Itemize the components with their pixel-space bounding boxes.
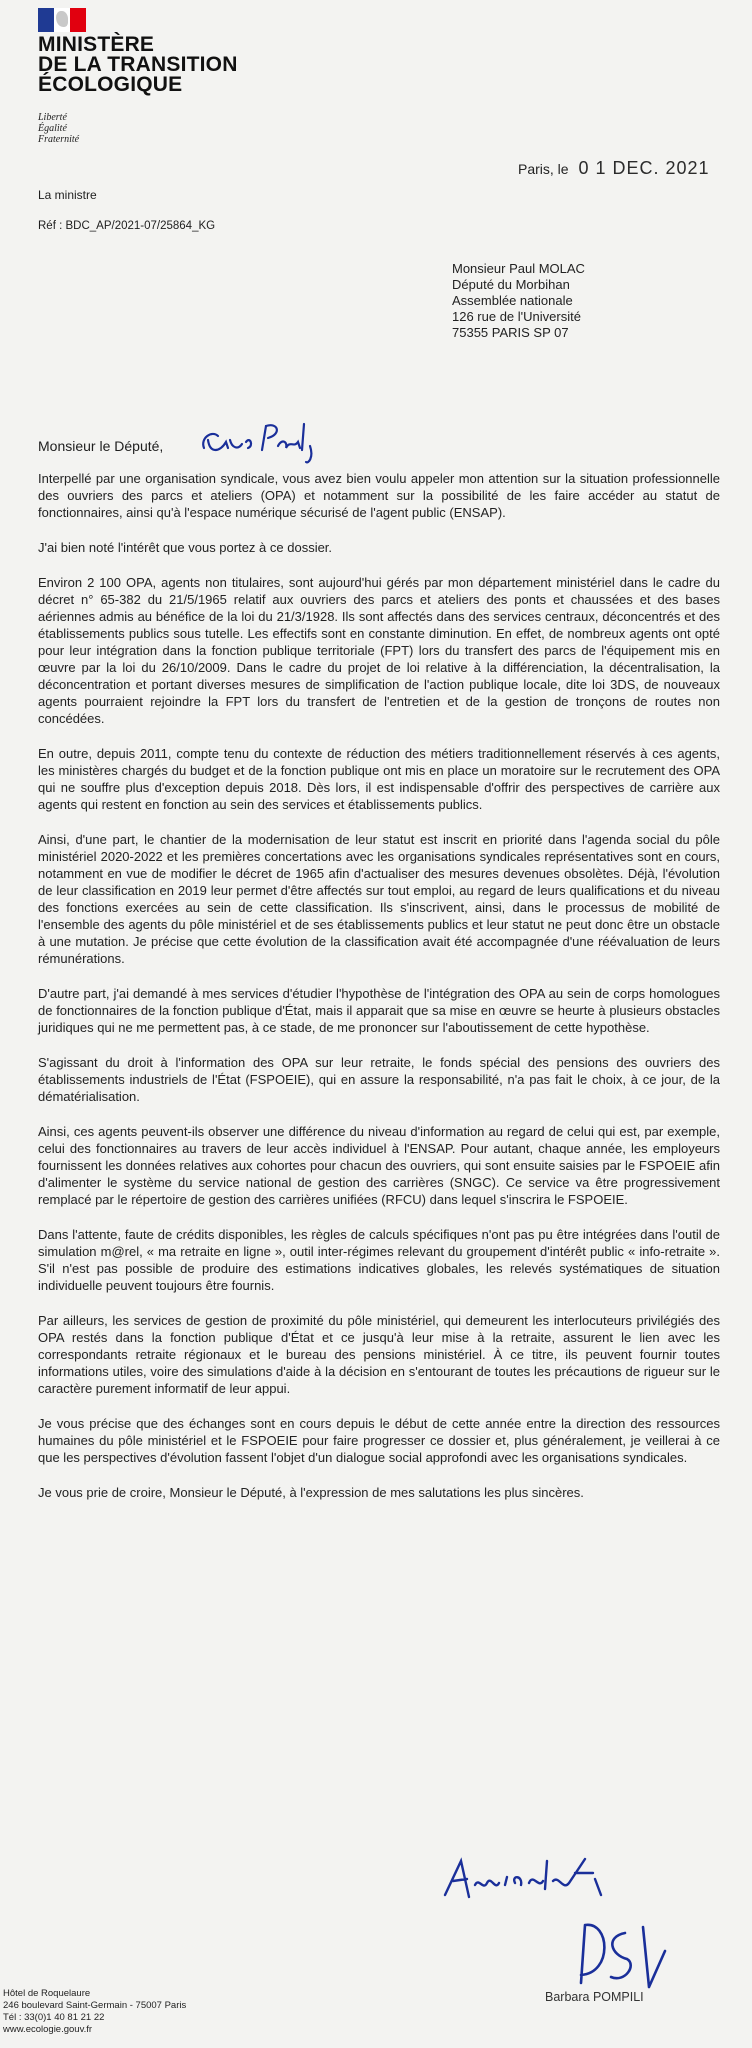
body-paragraph: Interpellé par une organisation syndicale, vous avez bien voulu appeler mon attention sur la situation professionnelle des ouvriers des parcs et ateliers (OPA) et notamment sur la possibilité de les faire accéder au statut de fonctionnaires, ainsi qu'à l'espace numérique sécurisé de l'agent public (ENSAP). [38, 471, 720, 520]
place-and-date [518, 158, 710, 179]
republic-motto [38, 112, 79, 145]
place-label: Paris, le [518, 161, 569, 177]
handwritten-greeting [198, 418, 338, 466]
ministry-name [38, 35, 238, 95]
handwritten-signature [435, 1855, 700, 2005]
body-paragraph: Ainsi, ces agents peuvent-ils observer une différence du niveau d'information au regard de celui qui est, par exemple, celui des fonctionnaires au travers de leur accès individuel à l'ENSAP. Pour autant, chaque année, les employeurs fournissent les données relatives aux cohortes pour chacun des ouvriers, qui sont ensuite saisies par le FSPOEIE afin d'alimenter le système du service national de gestion des carrières (SNGC). Ce service va être progressivement remplacé par le répertoire de gestion des carrières unifiées (RFCU) dans lequel s'inscrira le FSPOEIE. [38, 1124, 720, 1207]
date-stamp: 0 1 DEC. 2021 [578, 158, 710, 178]
body-paragraph: D'autre part, j'ai demandé à mes services d'étudier l'hypothèse de l'intégration des OPA au sein de corps homologues de fonctionnaires de la fonction publique d'État, mais il apparait que sa mise en œuvre se heurte à plusieurs obstacles juridiques qui ne me permettent pas, à ce stade, de me prononcer sur l'aboutissement de cette hypothèse. [38, 986, 720, 1035]
footer-line: 246 boulevard Saint-Germain - 75007 Paris [3, 2000, 187, 2011]
recipient-institution: Assemblée nationale [452, 293, 573, 308]
reference-number: Réf : BDC_AP/2021-07/25864_KG [38, 220, 216, 232]
signer-name: Barbara POMPILI [545, 1990, 644, 2004]
footer-website-link[interactable]: www.ecologie.gouv.fr [3, 2024, 93, 2035]
footer-address [3, 1988, 186, 2036]
body-paragraph: J'ai bien noté l'intérêt que vous portez à ce dossier. [38, 540, 333, 555]
marianne-flag-logo [38, 8, 86, 32]
letter-body [38, 470, 720, 1519]
recipient-city: 75355 PARIS SP 07 [452, 325, 569, 340]
ministry-line: DE LA TRANSITION [38, 53, 238, 76]
motto-line: Liberté [38, 112, 67, 123]
motto-line: Fraternité [38, 134, 80, 145]
footer-line: Hôtel de Roquelaure [3, 1988, 91, 1999]
footer-line: Tél : 33(0)1 40 81 21 22 [3, 2012, 105, 2023]
body-paragraph: Environ 2 100 OPA, agents non titulaires, sont aujourd'hui gérés par mon département ministériel dans le cadre du décret n° 65-382 du 21/5/1965 relatif aux ouvriers des parcs et ateliers des ponts et chaussées et des bases aériennes admis au bénéfice de la loi du 21/3/1928. Ils sont affectés dans des services centraux, déconcentrés et des établissements publics sous tutelle. Les effectifs sont en constante diminution. En effet, de nombreux agents ont opté pour leur intégration dans la fonction publique territoriale (FPT) lors du transfert des parcs de l'équipement mis en œuvre par la loi du 26/10/2009. Dans le cadre du projet de loi relative à la différenciation, la décentralisation, la déconcentration et portant diverses mesures de simplification de l'action publique locale, dite loi 3DS, de nouveaux agents pourraient rejoindre la FPT lors du transfert de l'entretien et de la gestion de tronçons de routes non concédées. [38, 575, 720, 726]
body-paragraph: S'agissant du droit à l'information des OPA sur leur retraite, le fonds spécial des pensions des ouvriers des établissements industriels de l'État (FSPOEIE), qui en assure la responsabilité, n'a pas fait le choix, à ce jour, de la dématérialisation. [38, 1055, 720, 1104]
body-paragraph: Par ailleurs, les services de gestion de proximité du pôle ministériel, qui demeurent les interlocuteurs privilégiés des OPA restés dans la fonction publique d'État et ce jusqu'à leur mise à la retraite, assurent le lien avec les correspondants retraite régionaux et le bureau des pensions ministériel. À ce titre, ils peuvent fournir toutes informations utiles, voire des simulations d'aide à la décision en s'entourant de toutes les précautions de rigueur sur le caractère purement informatif de leur appui. [38, 1313, 720, 1396]
recipient-street: 126 rue de l'Université [452, 309, 581, 324]
recipient-address [452, 261, 585, 341]
body-paragraph: Ainsi, d'une part, le chantier de la modernisation de leur statut est inscrit en priorité dans l'agenda social du pôle ministériel 2020-2022 et les premières concertations avec les organisations syndicales représentatives sont en cours, notamment en vue de modifier le décret de 1965 afin d'actualiser des mesures devenues obsolètes. Déjà, l'évolution de leur classification en 2019 leur permet d'être affectés sur tout emploi, au regard de leurs qualifications et du niveau des fonctions exercées au sein de cette classification. Ils s'inscrivent, ainsi, dans le processus de mobilité de l'ensemble des agents du pôle ministériel et de ses établissements publics et leur statut ne peut donc être un obstacle à une mutation. Je précise que cette évolution de la classification avait été accompagnée d'une réévaluation de leurs rémunérations. [38, 832, 720, 966]
ministry-line: ÉCOLOGIQUE [38, 73, 183, 96]
ministry-line: MINISTÈRE [38, 33, 155, 56]
body-paragraph: En outre, depuis 2011, compte tenu du contexte de réduction des métiers traditionnellement réservés à ces agents, les ministères chargés du budget et de la fonction publique ont mis en place un moratoire sur le recrutement des OPA qui ne souffre plus d'exception depuis 2018. Dès lors, il est indispensable d'offrir des perspectives de carrière aux agents qui restent en fonction au sein des services et établissements publics. [38, 746, 720, 812]
body-paragraph: Dans l'attente, faute de crédits disponibles, les règles de calculs spécifiques n'ont pas pu être intégrées dans l'outil de simulation m@rel, « ma retraite en ligne », outil inter-régimes relevant du groupement d'intérêt public « info-retraite ». S'il n'est pas possible de produire des estimations indicatives globales, les relevés systématiques de situation individuelle peuvent toujours être fournis. [38, 1227, 720, 1293]
recipient-role: Député du Morbihan [452, 277, 570, 292]
recipient-name: Monsieur Paul MOLAC [452, 261, 585, 276]
sender-title: La ministre [38, 188, 97, 202]
closing-paragraph: Je vous prie de croire, Monsieur le Député, à l'expression de mes salutations les plus sincères. [38, 1485, 584, 1500]
body-paragraph: Je vous précise que des échanges sont en cours depuis le début de cette année entre la direction des ressources humaines du pôle ministériel et le FSPOEIE pour faire progresser ce dossier et, plus généralement, je veillerai à ce que les perspectives d'évolution fassent l'objet d'un dialogue social approfondi avec les organisations syndicales. [38, 1416, 720, 1465]
salutation: Monsieur le Député, [38, 438, 164, 454]
motto-line: Égalité [38, 123, 67, 134]
